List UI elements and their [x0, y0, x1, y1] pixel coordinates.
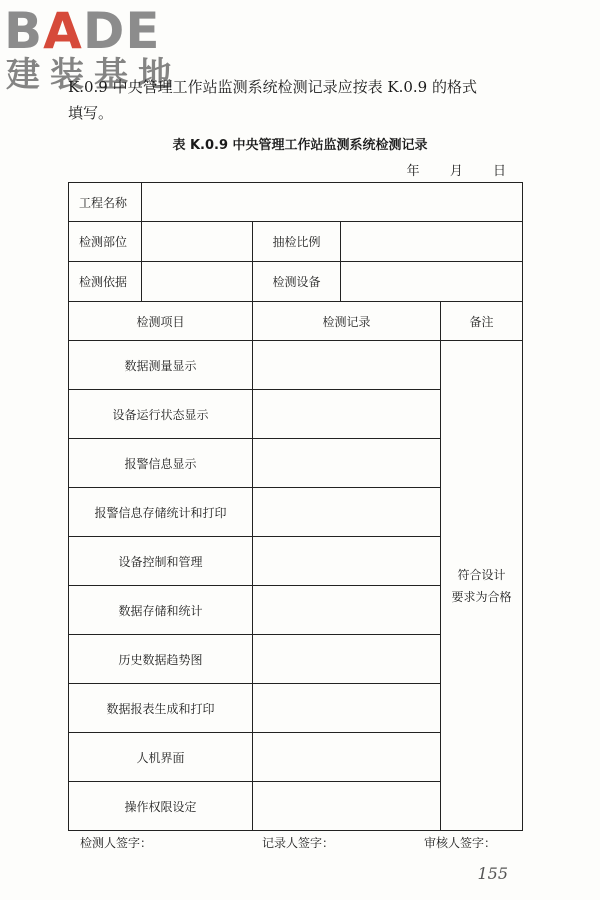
recorder-signature-label: 记录人签字： [262, 836, 335, 850]
record-cell[interactable] [253, 488, 441, 537]
logo-chinese: 建装基地 [6, 55, 182, 95]
record-cell[interactable] [253, 586, 441, 635]
column-header-remark: 备注 [441, 302, 523, 341]
item-label: 数据报表生成和打印 [69, 684, 253, 733]
item-label: 数据存储和统计 [69, 586, 253, 635]
record-table [68, 182, 523, 831]
item-label: 设备控制和管理 [69, 537, 253, 586]
item-label: 报警信息显示 [69, 439, 253, 488]
record-cell[interactable] [253, 635, 441, 684]
remark-cell [441, 341, 523, 831]
remark-line-2: 要求为合格 [451, 589, 512, 604]
reviewer-signature-label: 审核人签字： [424, 836, 497, 850]
column-header-item: 检测项目 [69, 302, 253, 341]
item-label: 操作权限设定 [69, 782, 253, 831]
item-label: 人机界面 [69, 733, 253, 782]
remark-line-1: 符合设计 [457, 567, 506, 582]
record-cell[interactable] [253, 537, 441, 586]
logo-brand: BADE [4, 2, 161, 60]
table-row [69, 222, 523, 262]
record-cell[interactable] [253, 439, 441, 488]
inspect-equipment-label: 检测设备 [253, 262, 341, 302]
sampling-ratio-field[interactable] [341, 222, 523, 262]
record-cell[interactable] [253, 390, 441, 439]
date-month: 月 [449, 164, 465, 179]
item-label: 设备运行状态显示 [69, 390, 253, 439]
item-label: 报警信息存储统计和打印 [69, 488, 253, 537]
date-day: 日 [492, 164, 508, 179]
table-row [69, 341, 523, 390]
record-cell[interactable] [253, 341, 441, 390]
intro-paragraph [68, 74, 538, 126]
project-name-label: 工程名称 [69, 183, 142, 222]
inspect-equipment-field[interactable] [341, 262, 523, 302]
date-line [395, 160, 508, 179]
item-label: 历史数据趋势图 [69, 635, 253, 684]
sampling-ratio-label: 抽检比例 [253, 222, 341, 262]
column-header-record: 检测记录 [253, 302, 441, 341]
page-number: 155 [477, 864, 508, 883]
table-title: 表 K.0.9 中央管理工作站监测系统检测记录 [172, 138, 428, 153]
inspect-part-field[interactable] [142, 222, 253, 262]
inspect-part-label: 检测部位 [69, 222, 142, 262]
table-row [69, 262, 523, 302]
table-row [69, 183, 523, 222]
inspect-basis-field[interactable] [142, 262, 253, 302]
intro-line-2: 填写。 [68, 104, 114, 122]
record-cell[interactable] [253, 684, 441, 733]
date-year: 年 [406, 164, 422, 179]
item-label: 数据测量显示 [69, 341, 253, 390]
intro-line-1: K.0.9 中央管理工作站监测系统检测记录应按表 K.0.9 的格式 [68, 78, 477, 96]
record-cell[interactable] [253, 782, 441, 831]
inspect-basis-label: 检测依据 [69, 262, 142, 302]
record-cell[interactable] [253, 733, 441, 782]
column-header-row [69, 302, 523, 341]
inspector-signature-label: 检测人签字： [80, 836, 153, 850]
project-name-field[interactable] [142, 183, 523, 222]
